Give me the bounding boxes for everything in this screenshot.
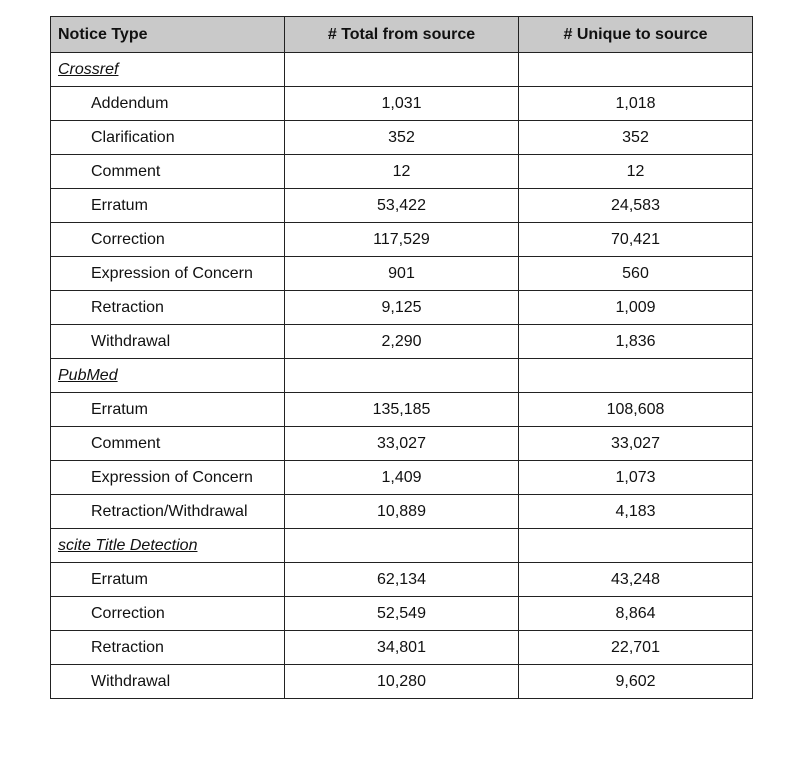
total-from-source-cell: 1,031 [285, 87, 519, 121]
unique-to-source-cell: 1,073 [519, 461, 753, 495]
unique-to-source-cell: 108,608 [519, 393, 753, 427]
total-from-source-cell: 1,409 [285, 461, 519, 495]
notice-type-cell: Correction [51, 597, 285, 631]
unique-to-source-cell: 70,421 [519, 223, 753, 257]
total-from-source-cell: 52,549 [285, 597, 519, 631]
empty-cell [519, 359, 753, 393]
unique-to-source-cell: 1,018 [519, 87, 753, 121]
total-from-source-cell: 34,801 [285, 631, 519, 665]
table-body [51, 53, 753, 699]
table-row [51, 665, 753, 699]
table-row [51, 631, 753, 665]
table-row [51, 257, 753, 291]
empty-cell [519, 529, 753, 563]
notice-type-cell: Addendum [51, 87, 285, 121]
unique-to-source-cell: 33,027 [519, 427, 753, 461]
notice-type-cell: Erratum [51, 563, 285, 597]
total-from-source-cell: 901 [285, 257, 519, 291]
empty-cell [519, 53, 753, 87]
notice-type-cell: Expression of Concern [51, 461, 285, 495]
table-row [51, 393, 753, 427]
table-row [51, 325, 753, 359]
group-label[interactable]: Crossref [51, 53, 285, 87]
notice-type-table [50, 16, 753, 699]
table-row [51, 291, 753, 325]
notice-type-cell: Erratum [51, 393, 285, 427]
total-from-source-cell: 9,125 [285, 291, 519, 325]
table-row [51, 223, 753, 257]
table-row [51, 427, 753, 461]
table-header-row [51, 17, 753, 53]
notice-type-cell: Comment [51, 427, 285, 461]
total-from-source-cell: 62,134 [285, 563, 519, 597]
notice-type-cell: Withdrawal [51, 665, 285, 699]
unique-to-source-cell: 8,864 [519, 597, 753, 631]
total-from-source-cell: 10,280 [285, 665, 519, 699]
table-row [51, 461, 753, 495]
table-row [51, 87, 753, 121]
notice-type-table-container [50, 16, 752, 699]
notice-type-cell: Expression of Concern [51, 257, 285, 291]
total-from-source-cell: 117,529 [285, 223, 519, 257]
unique-to-source-cell: 24,583 [519, 189, 753, 223]
total-from-source-cell: 2,290 [285, 325, 519, 359]
notice-type-cell: Withdrawal [51, 325, 285, 359]
table-row [51, 189, 753, 223]
total-from-source-cell: 33,027 [285, 427, 519, 461]
table-row [51, 563, 753, 597]
unique-to-source-cell: 4,183 [519, 495, 753, 529]
unique-to-source-cell: 43,248 [519, 563, 753, 597]
unique-to-source-cell: 560 [519, 257, 753, 291]
total-from-source-cell: 135,185 [285, 393, 519, 427]
table-row [51, 597, 753, 631]
total-from-source-cell: 12 [285, 155, 519, 189]
total-from-source-cell: 53,422 [285, 189, 519, 223]
notice-type-cell: Comment [51, 155, 285, 189]
empty-cell [285, 359, 519, 393]
group-row [51, 359, 753, 393]
total-from-source-cell: 10,889 [285, 495, 519, 529]
empty-cell [285, 53, 519, 87]
header-notice-type: Notice Type [51, 17, 285, 53]
table-row [51, 121, 753, 155]
group-label[interactable]: PubMed [51, 359, 285, 393]
notice-type-cell: Retraction [51, 291, 285, 325]
group-row [51, 53, 753, 87]
notice-type-cell: Retraction/Withdrawal [51, 495, 285, 529]
empty-cell [285, 529, 519, 563]
notice-type-cell: Retraction [51, 631, 285, 665]
unique-to-source-cell: 12 [519, 155, 753, 189]
notice-type-cell: Correction [51, 223, 285, 257]
header-unique-to-source: # Unique to source [519, 17, 753, 53]
unique-to-source-cell: 22,701 [519, 631, 753, 665]
group-row [51, 529, 753, 563]
unique-to-source-cell: 1,009 [519, 291, 753, 325]
total-from-source-cell: 352 [285, 121, 519, 155]
notice-type-cell: Erratum [51, 189, 285, 223]
unique-to-source-cell: 9,602 [519, 665, 753, 699]
header-total-from-source: # Total from source [285, 17, 519, 53]
unique-to-source-cell: 352 [519, 121, 753, 155]
table-row [51, 155, 753, 189]
table-row [51, 495, 753, 529]
unique-to-source-cell: 1,836 [519, 325, 753, 359]
notice-type-cell: Clarification [51, 121, 285, 155]
group-label[interactable]: scite Title Detection [51, 529, 285, 563]
